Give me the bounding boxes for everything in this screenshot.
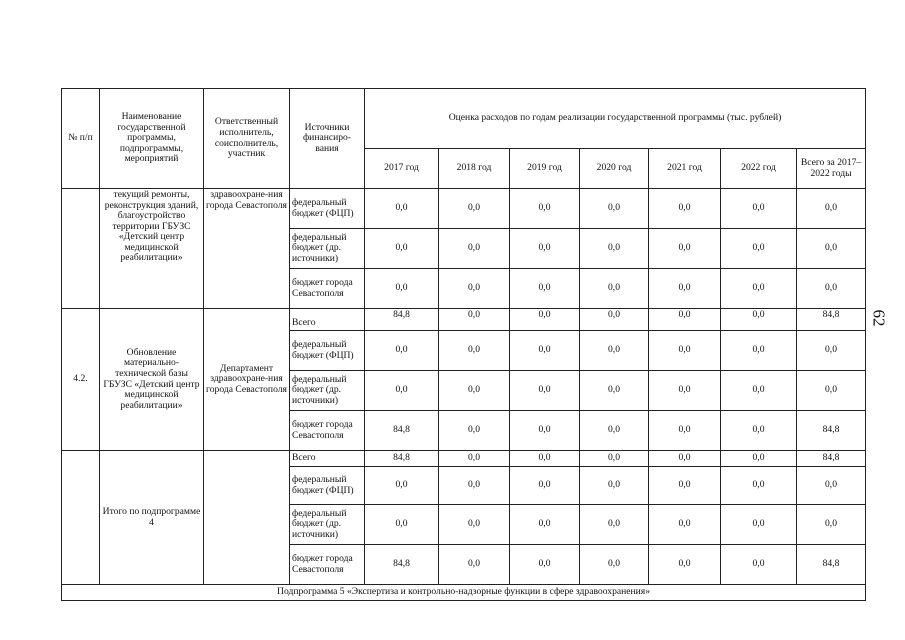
table-row — [62, 189, 866, 229]
value-cell-total: 0,0 — [797, 331, 866, 371]
value-cell: 0,0 — [439, 269, 510, 309]
table-row — [62, 585, 866, 601]
funding-source: Всего — [290, 451, 365, 467]
value-cell: 0,0 — [649, 371, 721, 411]
value-cell: 0,0 — [510, 467, 580, 505]
funding-source: бюджет города Севастополя — [290, 545, 365, 585]
value-cell: 0,0 — [510, 505, 580, 545]
value-cell: 0,0 — [510, 411, 580, 451]
value-cell: 0,0 — [721, 451, 797, 467]
funding-source: бюджет города Севастополя — [290, 411, 365, 451]
value-cell: 0,0 — [439, 189, 510, 229]
value-cell-total: 84,8 — [797, 309, 866, 331]
value-cell: 0,0 — [721, 411, 797, 451]
value-cell: 0,0 — [510, 269, 580, 309]
value-cell: 0,0 — [439, 229, 510, 269]
value-cell: 0,0 — [439, 331, 510, 371]
header-year: 2022 год — [721, 149, 797, 189]
funding-source: федеральный бюджет (ФЦП) — [290, 467, 365, 505]
funding-source: бюджет города Севастополя — [290, 269, 365, 309]
funding-source: федеральный бюджет (др. источники) — [290, 371, 365, 411]
value-cell: 0,0 — [721, 371, 797, 411]
value-cell-total: 0,0 — [797, 467, 866, 505]
value-cell: 0,0 — [580, 309, 649, 331]
value-cell: 0,0 — [721, 309, 797, 331]
value-cell: 0,0 — [439, 545, 510, 585]
value-cell: 0,0 — [721, 189, 797, 229]
value-cell: 0,0 — [649, 545, 721, 585]
value-cell: 0,0 — [510, 371, 580, 411]
value-cell: 0,0 — [510, 229, 580, 269]
value-cell: 0,0 — [649, 411, 721, 451]
value-cell: 0,0 — [721, 269, 797, 309]
value-cell-total: 0,0 — [797, 371, 866, 411]
value-cell: 0,0 — [649, 269, 721, 309]
value-cell: 0,0 — [580, 505, 649, 545]
header-responsible: Ответственный исполнитель, соисполнитель, участник — [204, 89, 290, 189]
value-cell: 0,0 — [580, 545, 649, 585]
value-cell: 0,0 — [580, 467, 649, 505]
value-cell: 0,0 — [649, 189, 721, 229]
row-num — [62, 451, 100, 585]
subprogram-heading: Подпрограмма 5 «Экспертиза и контрольно-надзорные функции в сфере здравоохранения» — [62, 585, 866, 601]
value-cell: 0,0 — [580, 451, 649, 467]
value-cell: 84,8 — [365, 545, 439, 585]
value-cell: 0,0 — [721, 545, 797, 585]
header-name: Наименование государственной программы, подпрограммы, мероприятий — [100, 89, 204, 189]
value-cell: 0,0 — [649, 451, 721, 467]
value-cell: 0,0 — [580, 229, 649, 269]
row-num — [62, 189, 100, 309]
funding-source: Всего — [290, 309, 365, 331]
row-responsible: Департамент здравоохране-ния города Севастополя — [204, 309, 290, 451]
table-row — [62, 451, 866, 467]
value-cell: 0,0 — [439, 505, 510, 545]
header-year: 2020 год — [580, 149, 649, 189]
value-cell: 0,0 — [721, 505, 797, 545]
value-cell: 0,0 — [649, 331, 721, 371]
value-cell: 0,0 — [365, 371, 439, 411]
value-cell: 0,0 — [510, 189, 580, 229]
value-cell: 0,0 — [580, 371, 649, 411]
value-cell: 0,0 — [580, 269, 649, 309]
value-cell: 0,0 — [649, 505, 721, 545]
row-name: текущий ремонты, реконструкция зданий, благоустройство территории ГБУЗС «Детский центр медицинской реабилитации» — [100, 189, 204, 309]
budget-table — [61, 88, 866, 601]
header-year: 2019 год — [510, 149, 580, 189]
table-row — [62, 309, 866, 331]
row-num: 4.2. — [62, 309, 100, 451]
value-cell: 0,0 — [510, 545, 580, 585]
value-cell: 0,0 — [365, 467, 439, 505]
value-cell: 0,0 — [510, 309, 580, 331]
row-name: Итого по подпрограмме 4 — [100, 451, 204, 585]
value-cell-total: 84,8 — [797, 451, 866, 467]
value-cell: 0,0 — [580, 411, 649, 451]
row-responsible: здравоохране-ния города Севастополя — [204, 189, 290, 309]
value-cell: 84,8 — [365, 309, 439, 331]
header-year: 2021 год — [649, 149, 721, 189]
header-sources: Источники финансиро-вания — [290, 89, 365, 189]
header-year-total: Всего за 2017–2022 годы — [797, 149, 866, 189]
row-name: Обновление материально-технической базы ГБУЗС «Детский центр медицинской реабилитации» — [100, 309, 204, 451]
value-cell: 0,0 — [649, 467, 721, 505]
value-cell: 0,0 — [439, 309, 510, 331]
table-header — [62, 89, 866, 189]
header-num: № п/п — [62, 89, 100, 189]
value-cell: 0,0 — [721, 331, 797, 371]
value-cell: 0,0 — [721, 467, 797, 505]
value-cell-total: 0,0 — [797, 229, 866, 269]
value-cell: 0,0 — [439, 467, 510, 505]
value-cell: 0,0 — [365, 331, 439, 371]
funding-source: федеральный бюджет (ФЦП) — [290, 189, 365, 229]
header-year: 2018 год — [439, 149, 510, 189]
funding-source: федеральный бюджет (др. источники) — [290, 505, 365, 545]
value-cell: 0,0 — [580, 331, 649, 371]
value-cell: 0,0 — [580, 189, 649, 229]
header-year: 2017 год — [365, 149, 439, 189]
funding-source: федеральный бюджет (ФЦП) — [290, 331, 365, 371]
header-estimate: Оценка расходов по годам реализации государственной программы (тыс. рублей) — [365, 89, 866, 149]
value-cell-total: 0,0 — [797, 189, 866, 229]
value-cell: 0,0 — [510, 331, 580, 371]
value-cell: 0,0 — [510, 451, 580, 467]
value-cell-total: 0,0 — [797, 505, 866, 545]
value-cell: 84,8 — [365, 451, 439, 467]
value-cell: 84,8 — [365, 411, 439, 451]
value-cell-total: 84,8 — [797, 411, 866, 451]
value-cell-total: 0,0 — [797, 269, 866, 309]
value-cell: 0,0 — [439, 371, 510, 411]
value-cell: 0,0 — [649, 229, 721, 269]
value-cell: 0,0 — [365, 505, 439, 545]
value-cell-total: 84,8 — [797, 545, 866, 585]
value-cell: 0,0 — [365, 229, 439, 269]
value-cell: 0,0 — [721, 229, 797, 269]
page-number: 62 — [869, 309, 889, 327]
value-cell: 0,0 — [365, 269, 439, 309]
value-cell: 0,0 — [365, 189, 439, 229]
value-cell: 0,0 — [649, 309, 721, 331]
value-cell: 0,0 — [439, 451, 510, 467]
row-responsible — [204, 451, 290, 585]
funding-source: федеральный бюджет (др. источники) — [290, 229, 365, 269]
value-cell: 0,0 — [439, 411, 510, 451]
